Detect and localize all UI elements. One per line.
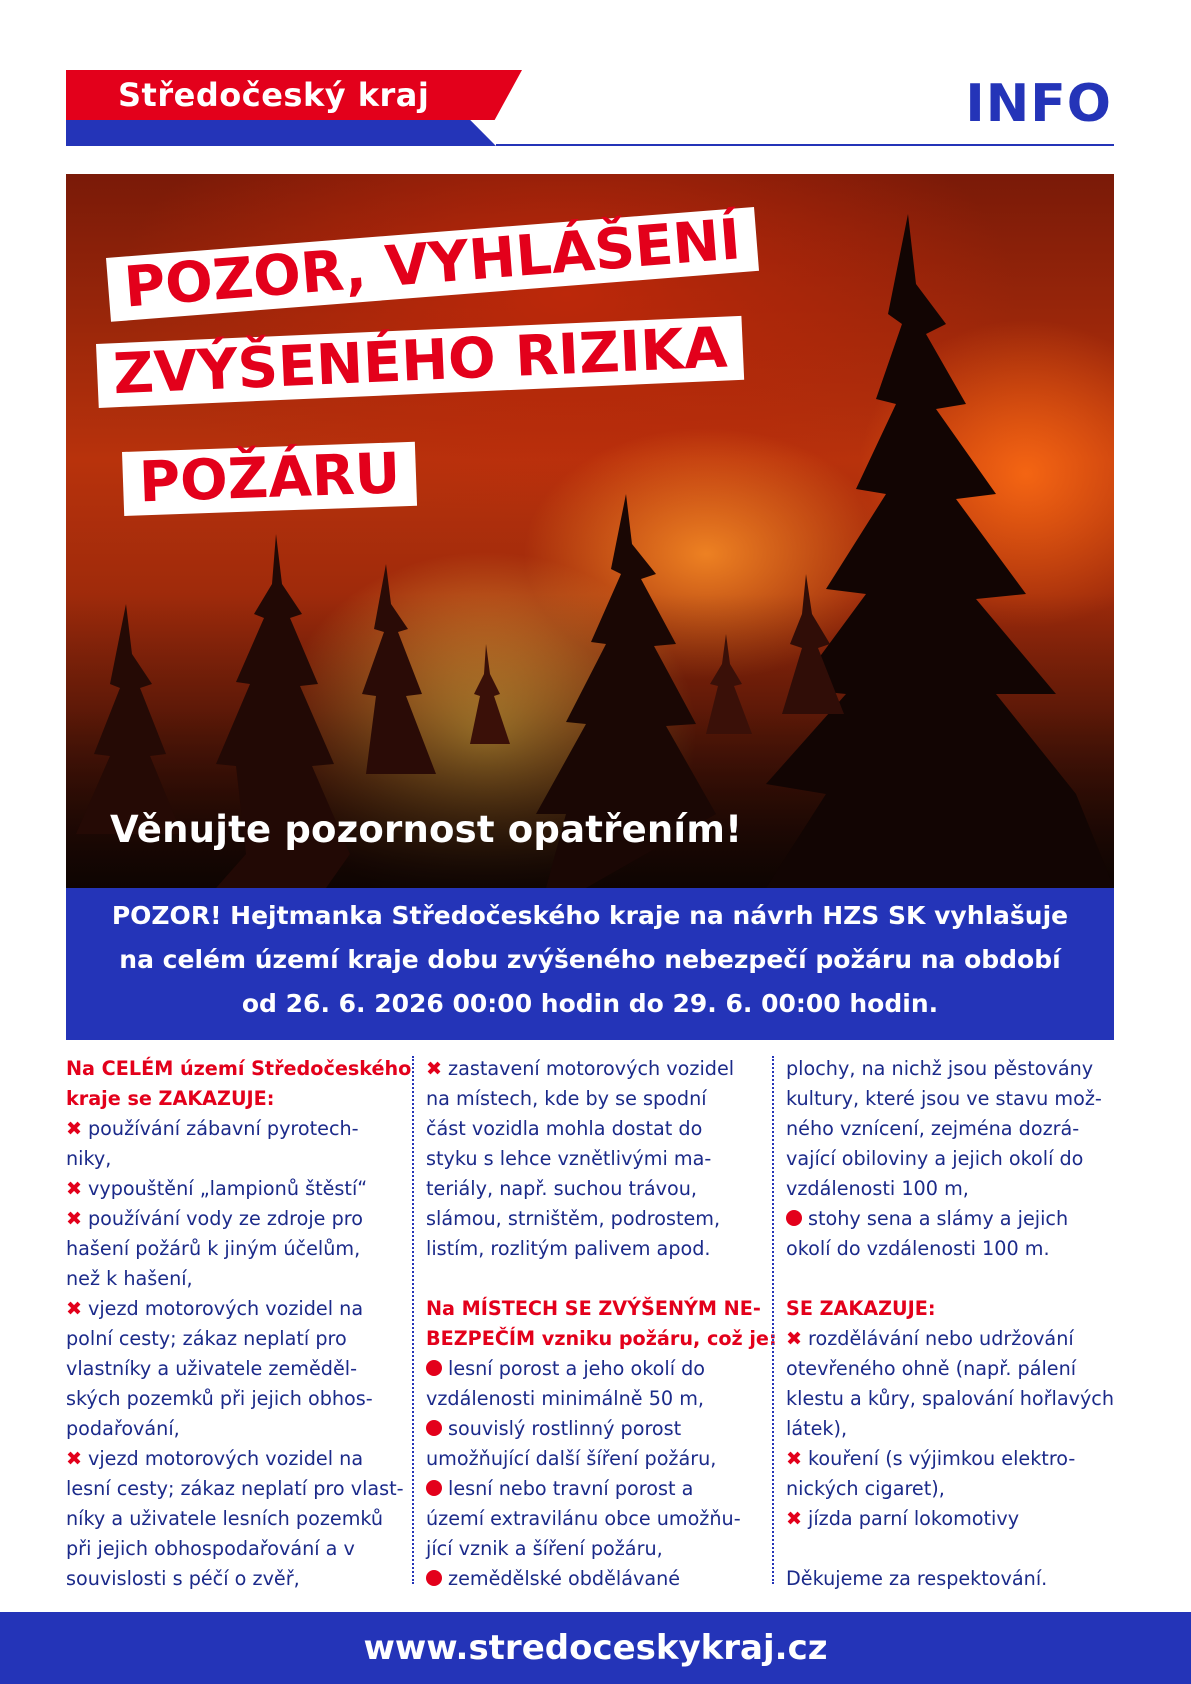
list-item: [786, 1324, 1112, 1354]
list-item: [786, 1384, 1115, 1414]
line-text: zastavení motorových vozidel: [448, 1057, 735, 1080]
cross-icon: ✖: [66, 1177, 83, 1200]
line-text: kouření (s výjimkou elektro-: [808, 1447, 1076, 1470]
announcement-band: [66, 888, 1114, 1040]
line-text: než k hašení,: [66, 1267, 193, 1290]
list-item: [426, 1174, 752, 1204]
list-item: [786, 1444, 1112, 1474]
line-text: látek),: [786, 1417, 848, 1440]
line-text: styku s lehce vznětlivými ma-: [426, 1147, 712, 1170]
headline-line-2: ZVÝŠENÉHO RIZIKA: [96, 316, 744, 408]
line-text: níky a uživatele lesních pozemků: [66, 1507, 384, 1530]
list-item: [786, 1204, 1112, 1234]
section-heading: [786, 1294, 1112, 1324]
line-text: slámou, strništěm, podrostem,: [426, 1207, 721, 1230]
line-text: kultury, které jsou ve stavu mož-: [786, 1087, 1102, 1110]
list-item: [426, 1384, 752, 1414]
list-item: [786, 1504, 1112, 1534]
line-text: vzdálenosti minimálně 50 m,: [426, 1387, 705, 1410]
cross-icon: ✖: [426, 1057, 443, 1080]
line-text: Děkujeme za respektování.: [786, 1567, 1048, 1590]
column-risk-places: [426, 1054, 777, 1594]
line-text: podařování,: [66, 1417, 180, 1440]
line-text: SE ZAKAZUJE:: [786, 1297, 936, 1320]
list-item: [786, 1144, 1112, 1174]
list-item: [66, 1114, 392, 1144]
column-prohibitions: [66, 1054, 412, 1594]
list-item: [66, 1504, 392, 1534]
line-text: plochy, na nichž jsou pěstovány: [786, 1057, 1094, 1080]
list-item: [426, 1474, 752, 1504]
page-header: [66, 70, 1114, 154]
list-item: [66, 1174, 392, 1204]
red-dot-icon: [426, 1420, 442, 1436]
list-item: [786, 1054, 1112, 1084]
line-text: část vozidla mohla dostat do: [426, 1117, 703, 1140]
line-text: otevřeného ohně (např. pálení: [786, 1357, 1077, 1380]
list-item: [66, 1354, 392, 1384]
line-text: ských pozemků při jejich obhos-: [66, 1387, 373, 1410]
column-prohibited-activities: [786, 1054, 1115, 1594]
line-text: lesní porost a jeho okolí do: [448, 1357, 706, 1380]
line-text: nických cigaret),: [786, 1477, 945, 1500]
section-heading: [66, 1054, 412, 1084]
line-text: jízda parní lokomotivy: [808, 1507, 1020, 1530]
line-text: hašení požárů k jiným účelům,: [66, 1237, 361, 1260]
list-item: [786, 1474, 1112, 1504]
red-dot-icon: [786, 1210, 802, 1226]
list-item: [426, 1054, 752, 1084]
cross-icon: ✖: [66, 1117, 83, 1140]
line-text: vypouštění „lampionů štěstí“: [88, 1177, 368, 1200]
list-item: [786, 1234, 1112, 1264]
list-item: [426, 1354, 752, 1384]
headline-line-1: POZOR, VYHLÁŠENÍ: [106, 207, 759, 322]
list-item: [66, 1474, 404, 1504]
region-title: Středočeský kraj: [118, 76, 430, 114]
list-item: [426, 1114, 752, 1144]
list-item: [426, 1534, 752, 1564]
red-dot-icon: [426, 1480, 442, 1496]
section-heading: [426, 1324, 777, 1354]
line-text: souvislý rostlinný porost: [448, 1417, 682, 1440]
line-text: vjezd motorových vozidel na: [88, 1297, 364, 1320]
line-text: území extravilánu obce umožňu-: [426, 1507, 741, 1530]
line-text: umožňující další šíření požáru,: [426, 1447, 717, 1470]
line-text: používání zábavní pyrotech-: [88, 1117, 359, 1140]
line-text: klestu a kůry, spalování hořlavých: [786, 1387, 1115, 1410]
line-text: rozdělávání nebo udržování: [808, 1327, 1074, 1350]
cross-icon: ✖: [786, 1507, 803, 1530]
list-item: [66, 1414, 392, 1444]
header-blue-band: [66, 120, 496, 146]
cross-icon: ✖: [66, 1297, 83, 1320]
line-text: ného vznícení, zejména dozrá-: [786, 1117, 1080, 1140]
section-heading: [66, 1084, 392, 1114]
line-text: lesní nebo travní porost a: [448, 1477, 694, 1500]
hero-subline: Věnujte pozornost opatřením!: [110, 808, 743, 851]
column-divider: [772, 1056, 774, 1584]
announcement-line: od 26. 6. 2026 00:00 hodin do 29. 6. 00:00 hodin.: [241, 989, 939, 1018]
list-item: [426, 1234, 752, 1264]
line-text: vjezd motorových vozidel na: [88, 1447, 364, 1470]
line-text: lesní cesty; zákaz neplatí pro vlast-: [66, 1477, 404, 1500]
headline-line-3: POŽÁRU: [122, 442, 417, 516]
announcement-line: na celém území kraje dobu zvýšeného nebezpečí požáru na období: [119, 945, 1061, 974]
line-text: vlastníky a uživatele zeměděl-: [66, 1357, 358, 1380]
cross-icon: ✖: [786, 1447, 803, 1470]
list-item: [66, 1444, 392, 1474]
list-item: [786, 1174, 1112, 1204]
list-item: [426, 1144, 752, 1174]
line-text: okolí do vzdálenosti 100 m.: [786, 1237, 1050, 1260]
footer-website[interactable]: www.stredoceskykraj.cz: [0, 1612, 1191, 1684]
section-heading: [426, 1294, 761, 1324]
line-text: při jejich obhospodařování a v: [66, 1537, 355, 1560]
list-item: [66, 1294, 392, 1324]
red-dot-icon: [426, 1570, 442, 1586]
line-text: BEZPEČÍM vzniku požáru, což je:: [426, 1327, 777, 1350]
list-item: [426, 1504, 752, 1534]
list-item: [426, 1564, 752, 1594]
column-divider: [412, 1056, 414, 1584]
list-item: [66, 1384, 392, 1414]
line-text: teriály, např. suchou trávou,: [426, 1177, 698, 1200]
announcement-line: POZOR! Hejtmanka Středočeského kraje na návrh HZS SK vyhlašuje: [111, 901, 1069, 930]
list-item: [426, 1084, 752, 1114]
list-item: [426, 1414, 752, 1444]
cross-icon: ✖: [66, 1447, 83, 1470]
header-rule: [496, 144, 1114, 146]
hero-fire-image: [66, 174, 1114, 888]
line-text: jící vznik a šíření požáru,: [426, 1537, 663, 1560]
list-item: [66, 1264, 392, 1294]
list-item: [786, 1084, 1112, 1114]
list-item: [66, 1144, 392, 1174]
line-text: používání vody ze zdroje pro: [88, 1207, 363, 1230]
list-item: [66, 1204, 392, 1234]
cross-icon: ✖: [786, 1327, 803, 1350]
list-item: [66, 1534, 392, 1564]
line-text: listím, rozlitým palivem apod.: [426, 1237, 711, 1260]
list-item: [66, 1234, 392, 1264]
line-text: vzdálenosti 100 m,: [786, 1177, 969, 1200]
line-text: Na MÍSTECH SE ZVÝŠENÝM NE-: [426, 1297, 761, 1320]
list-item: [66, 1324, 392, 1354]
list-item: [786, 1564, 1112, 1594]
info-label: INFO: [965, 74, 1112, 134]
list-item: [786, 1414, 1112, 1444]
list-item: [426, 1444, 752, 1474]
red-dot-icon: [426, 1360, 442, 1376]
line-text: polní cesty; zákaz neplatí pro: [66, 1327, 347, 1350]
line-text: na místech, kde by se spodní: [426, 1087, 707, 1110]
line-text: vající obiloviny a jejich okolí do: [786, 1147, 1084, 1170]
line-text: souvislosti s péčí o zvěř,: [66, 1567, 300, 1590]
list-item: [66, 1564, 392, 1594]
line-text: stohy sena a slámy a jejich: [808, 1207, 1069, 1230]
line-text: zemědělské obdělávané: [448, 1567, 681, 1590]
list-item: [426, 1204, 752, 1234]
line-text: Na CELÉM území Středočeského: [66, 1057, 412, 1080]
cross-icon: ✖: [66, 1207, 83, 1230]
list-item: [786, 1354, 1112, 1384]
line-text: kraje se ZAKAZUJE:: [66, 1087, 275, 1110]
list-item: [786, 1114, 1112, 1144]
line-text: niky,: [66, 1147, 112, 1170]
